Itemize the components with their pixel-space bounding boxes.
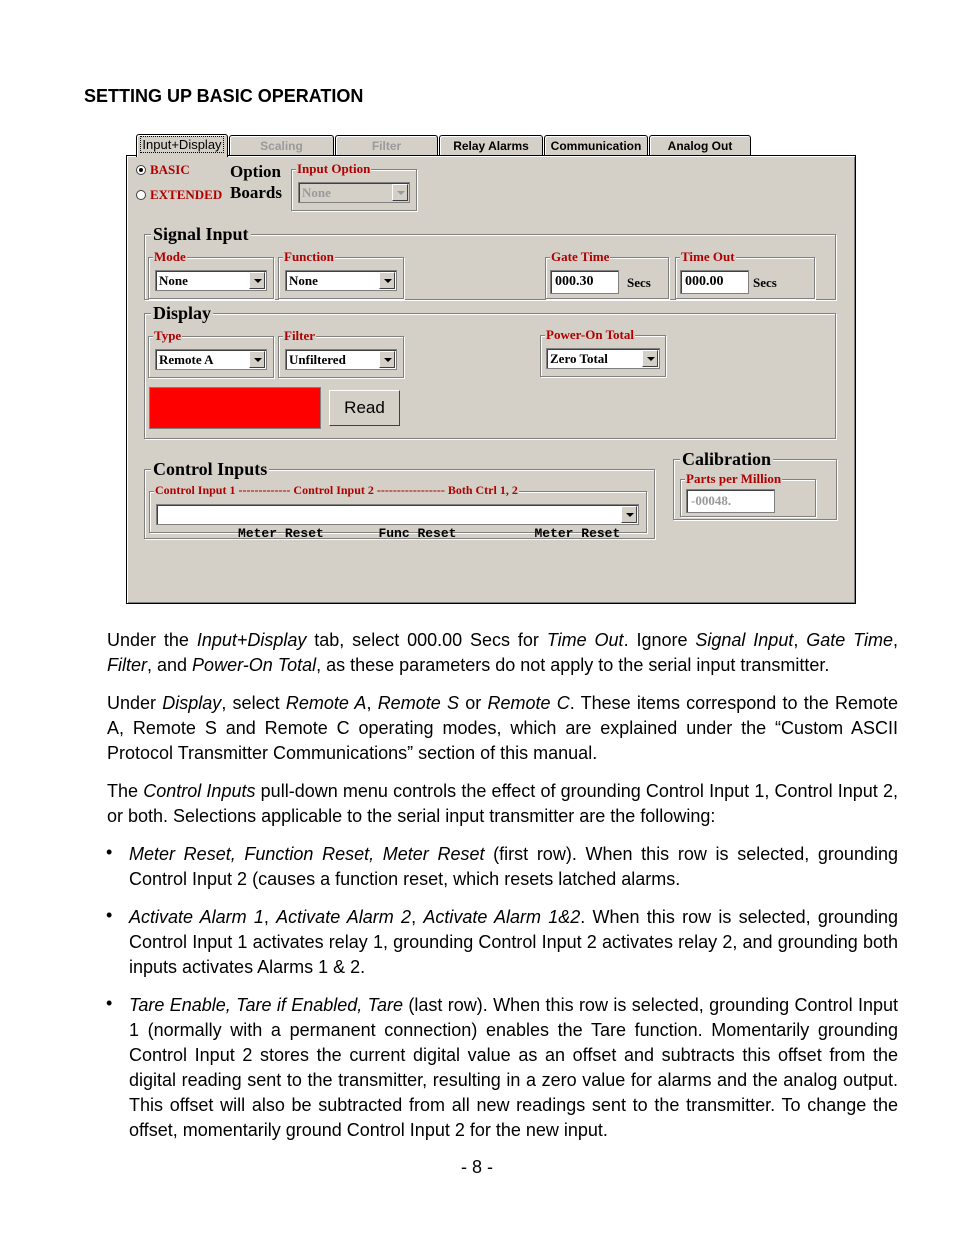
paragraph-control-inputs: The Control Inputs pull-down menu controls the effect of grounding Control Input 1, Control Input 2, or both. Selections applicable to the serial input transmitter are the following: xyxy=(107,781,899,826)
gate-time-unit: Secs xyxy=(627,275,651,290)
mode-group xyxy=(148,249,274,299)
list-item-activate-alarm: Activate Alarm 1, Activate Alarm 2, Activate Alarm 1&2. When this row is selected, grounding Control Input 1 activates relay 1, grounding Control Input 2 activates relay 2, and grounding both inputs activates Alarms 1 & 2. xyxy=(129,907,898,977)
filter-select[interactable]: Unfiltered xyxy=(285,349,397,370)
tab-input-display[interactable]: Input+Display xyxy=(136,134,228,157)
power-on-total-title: Power-On Total xyxy=(546,327,634,342)
read-button[interactable]: Read xyxy=(329,390,400,426)
paragraph-input-display: Under the Input+Display tab, select 000.00 Secs for Time Out. Ignore Signal Input, Gate Time, Filter, and Power-On Total, as these parameters do not apply to the serial input transmitter. xyxy=(107,630,898,675)
dropdown-arrow-icon[interactable] xyxy=(379,351,395,368)
calibration-group xyxy=(673,449,837,520)
signal-input-title: Signal Input xyxy=(153,224,249,244)
list-item-meter-reset: Meter Reset, Function Reset, Meter Reset (first row). When this row is selected, grounding Control Input 2 (causes a function reset, which resets latched alarms. xyxy=(129,844,898,889)
bullet-icon: • xyxy=(106,842,113,862)
radio-extended[interactable]: EXTENDED xyxy=(136,187,222,203)
input-option-select[interactable]: None xyxy=(298,182,410,203)
dropdown-arrow-icon[interactable] xyxy=(621,506,637,523)
section-heading: SETTING UP BASIC OPERATION xyxy=(84,86,364,106)
filter-title: Filter xyxy=(284,328,316,343)
signal-input-group xyxy=(144,224,836,300)
display-title: Display xyxy=(153,303,212,323)
type-group xyxy=(148,328,274,378)
control-inputs-title: Control Inputs xyxy=(153,459,268,479)
display-group xyxy=(144,303,836,439)
control-inputs-group xyxy=(144,459,655,541)
paragraph-display: Under Display, select Remote A, Remote S or Remote C. These items correspond to the Remote A, Remote S and Remote C operating modes, which are explained under the “Custom ASCII Protocol Transmitter Communications” section of this manual. xyxy=(107,693,899,763)
control-inputs-sub-group xyxy=(149,483,647,541)
type-title: Type xyxy=(154,328,182,343)
time-out-input[interactable]: 000.00 xyxy=(680,270,749,294)
tab-relay-alarms[interactable]: Relay Alarms xyxy=(439,135,543,155)
mode-title: Mode xyxy=(154,249,186,264)
function-group xyxy=(278,249,404,299)
power-on-total-group xyxy=(540,327,666,377)
ppm-input[interactable]: -00048. xyxy=(686,489,775,513)
tab-strip xyxy=(126,134,856,156)
time-out-unit: Secs xyxy=(753,275,777,290)
tab-communication[interactable]: Communication xyxy=(544,135,648,155)
bullet-icon: • xyxy=(106,993,113,1013)
function-title: Function xyxy=(284,249,334,264)
function-select[interactable]: None xyxy=(285,270,397,291)
dropdown-arrow-icon[interactable] xyxy=(379,272,395,289)
tab-panel xyxy=(126,155,856,604)
gate-time-input[interactable]: 000.30 xyxy=(550,270,619,294)
tab-filter[interactable]: Filter xyxy=(335,135,438,155)
control-inputs-subtitle: Control Input 1 ------------- Control Input 2 ----------------- Both Ctrl 1, 2 xyxy=(155,483,518,497)
input-option-title: Input Option xyxy=(297,161,371,176)
input-option-group xyxy=(291,161,417,211)
gate-time-group xyxy=(545,249,669,299)
control-inputs-select[interactable]: Meter Reset Func Reset Meter Reset xyxy=(156,504,639,525)
radio-unselected-icon xyxy=(136,190,146,200)
dropdown-arrow-icon[interactable] xyxy=(392,184,408,201)
time-out-title: Time Out xyxy=(681,249,735,264)
option-boards-label: Option Boards xyxy=(230,162,282,202)
dropdown-arrow-icon[interactable] xyxy=(249,351,265,368)
list-item-tare: Tare Enable, Tare if Enabled, Tare (last row). When this row is selected, grounding Control Input 1 (normally with a permanent connection) enables the Tare function. Momentarily grounding Control Input 2 stores the current digital value as an offset and subtracts this offset from the digital reading sent to the transmitter, resulting in a zero value for alarms and the analog output. This offset will also be subtracted from all new readings sent to the transmitter. To change the offset, momentarily ground Control Input 2 for the new input. xyxy=(129,995,898,1140)
tab-scaling[interactable]: Scaling xyxy=(229,135,334,155)
ppm-group xyxy=(680,471,816,517)
time-out-group xyxy=(675,249,815,299)
settings-dialog xyxy=(126,134,856,604)
ppm-title: Parts per Million xyxy=(686,471,782,486)
calibration-title: Calibration xyxy=(682,449,772,469)
power-on-total-select[interactable]: Zero Total xyxy=(546,348,660,369)
radio-basic[interactable]: BASIC xyxy=(136,162,190,178)
tab-analog-out[interactable]: Analog Out xyxy=(649,135,751,155)
type-select[interactable]: Remote A xyxy=(155,349,267,370)
mode-select[interactable]: None xyxy=(155,270,267,291)
radio-selected-icon xyxy=(136,165,146,175)
page-number: - 8 - xyxy=(460,1157,493,1177)
bullet-icon: • xyxy=(106,905,113,925)
gate-time-title: Gate Time xyxy=(551,249,610,264)
dropdown-arrow-icon[interactable] xyxy=(642,350,658,367)
display-indicator xyxy=(149,387,321,429)
filter-group xyxy=(278,328,404,378)
dropdown-arrow-icon[interactable] xyxy=(249,272,265,289)
